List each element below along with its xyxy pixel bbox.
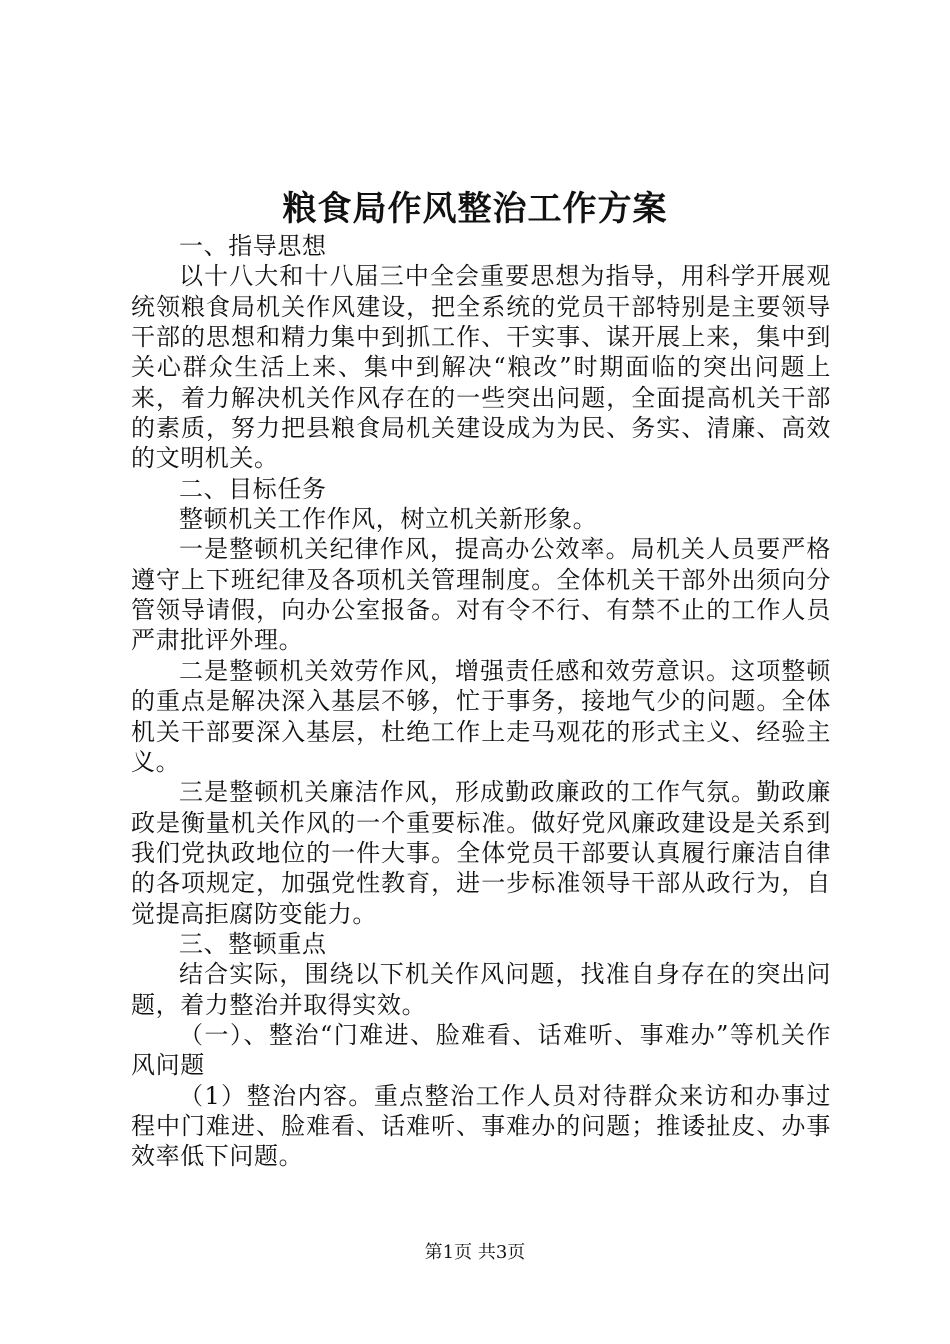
page-footer: 第1页 共3页 [424, 1242, 526, 1263]
paragraph: （1）整治内容。重点整治工作人员对待群众来访和办事过程中门难进、脸难看、话难听、事难办的问题；推诿扯皮、办事效率低下问题。 [131, 1081, 831, 1171]
section-heading-objectives: 二、目标任务 [179, 474, 327, 503]
paragraph: 一是整顿机关纪律作风，提高办公效率。局机关人员要严格遵守上下班纪律及各项机关管理制度。全体机关干部外出须向分管领导请假，向办公室报备。对有令不行、有禁不止的工作人员严肃批评外理。 [131, 535, 831, 655]
paragraph: 整顿机关工作作风，树立机关新形象。 [179, 505, 598, 534]
paragraph: 二是整顿机关效劳作风，增强责任感和效劳意识。这项整顿的重点是解决深入基层不够，忙于事务，接地气少的问题。全体机关干部要深入基层，杜绝工作上走马观花的形式主义、经验主义。 [131, 656, 831, 776]
subsection-heading: （一）、整治“门难进、脸难看、话难听、事难办”等机关作风问题 [131, 1020, 831, 1080]
paragraph: 三是整顿机关廉洁作风，形成勤政廉政的工作气氛。勤政廉政是衡量机关作风的一个重要标准。做好党风廉政建设是关系到我们党执政地位的一件大事。全体党员干部要认真履行廉洁自律的各项规定，加强党性教育，进一步标准领导干部从政行为，自觉提高拒腐防变能力。 [131, 778, 831, 928]
section-heading-guiding-thought: 一、指导思想 [179, 232, 327, 260]
document-body [131, 231, 831, 1172]
document-title: 粮食局作风整治工作方案 [282, 189, 668, 229]
paragraph: 以十八大和十八届三中全会重要思想为指导，用科学开展观统领粮食局机关作风建设，把全系统的党员干部特别是主要领导干部的思想和精力集中到抓工作、干实事、谋开展上来，集中到关心群众生活上来、集中到解决“粮改”时期面临的突出问题上来，着力解决机关作风存在的一些突出问题，全面提高机关干部的素质，努力把县粮食局机关建设成为为民、务实、清廉、高效的文明机关。 [131, 262, 831, 473]
paragraph: 结合实际，围绕以下机关作风问题，找准自身存在的突出问题，着力整治并取得实效。 [131, 960, 831, 1019]
section-heading-key-points: 三、整顿重点 [179, 929, 327, 958]
